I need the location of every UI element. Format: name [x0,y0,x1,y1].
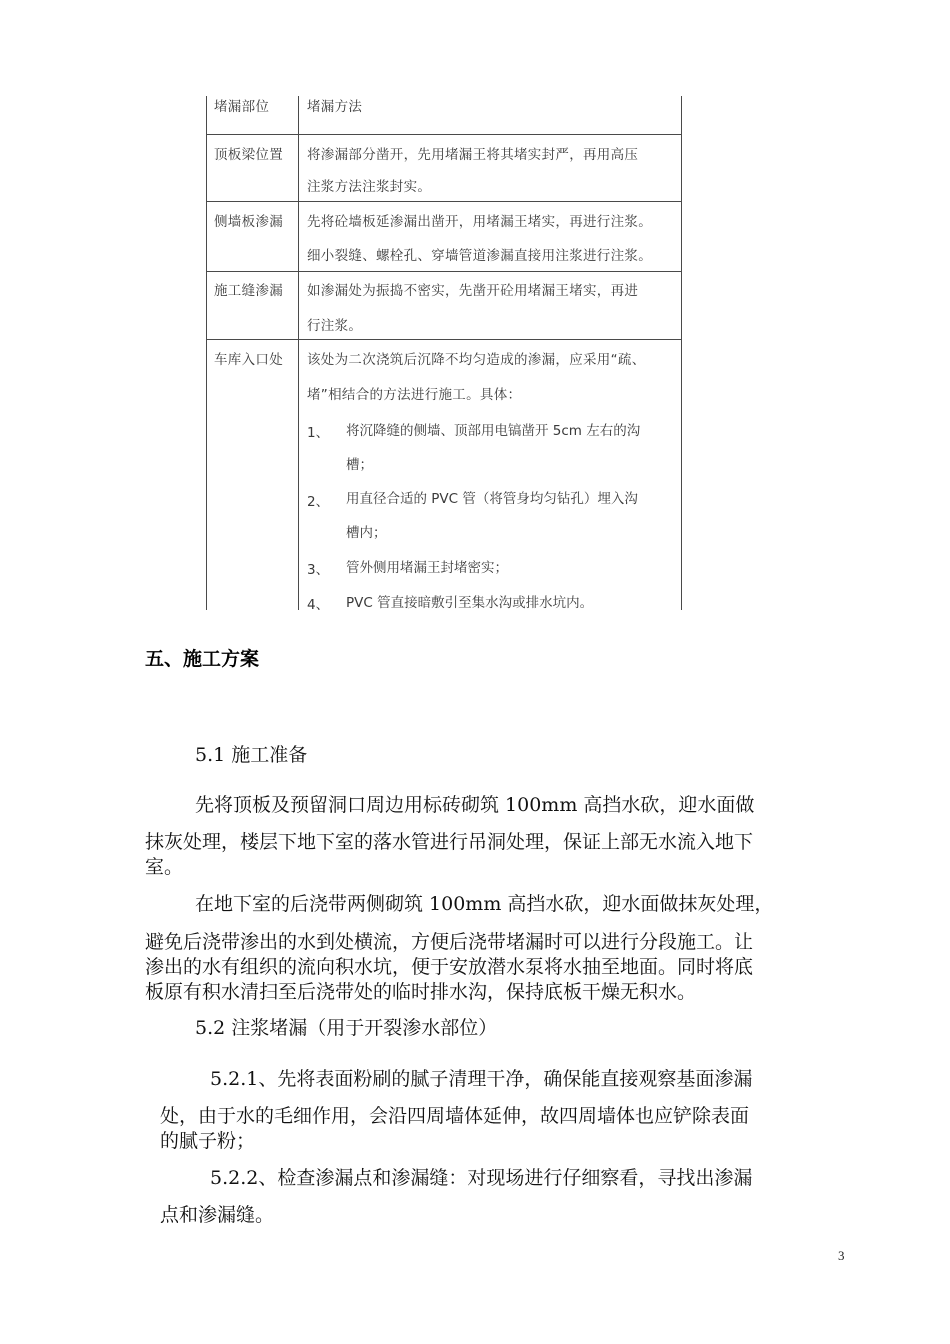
paragraph-line: 的腻子粉； [160,1130,256,1152]
table-cell-location: 顶板梁位置 [214,147,283,163]
table-border-left [206,96,207,610]
paragraph-line: 室。 [145,856,184,878]
table-cell-method-line: 行注浆。 [307,318,363,334]
paragraph-line: 抹灰处理，楼层下地下室的落水管进行吊洞处理，保证上部无水流入地下 [145,831,754,853]
table-row-divider [206,134,682,135]
table-row-divider [206,339,682,340]
paragraph-line: 点和渗漏缝。 [160,1204,275,1226]
paragraph-line: 在地下室的后浇带两侧砌筑 100mm 高挡水砍，迎水面做抹灰处理， [195,893,774,915]
table-cell-method-line: 细小裂缝、螺栓孔、穿墙管道渗漏直接用注浆进行注浆。 [307,248,652,264]
paragraph-line: 板原有积水清扫至后浇带处的临时排水沟，保持底板干燥无积水。 [145,981,697,1003]
table-list-text: 槽； [346,457,373,473]
table-column-divider [298,96,299,610]
table-cell-method-line: 该处为二次浇筑后沉降不均匀造成的渗漏，应采用“疏、 [307,352,646,368]
table-list-text: 将沉降缝的侧墙、顶部用电镐凿开 5cm 左右的沟 [346,423,641,439]
table-cell-method-line: 先将砼墙板延渗漏出凿开，用堵漏王堵实，再进行注浆。 [307,214,652,230]
subsection-title: 5.2 注浆堵漏（用于开裂渗水部位） [195,1017,498,1039]
paragraph-line: 5.2.2、检查渗漏点和渗漏缝：对现场进行仔细察看，寻找出渗漏 [210,1167,753,1189]
table-list-text: 用直径合适的 PVC 管（将管身均匀钻孔）埋入沟 [346,491,638,507]
table-row-divider [206,271,682,272]
table-list-text: 槽内； [346,525,387,541]
table-cell-method-line: 注浆方法注浆封实。 [307,179,432,195]
table-cell-method-line: 堵”相结合的方法进行施工。具体： [307,387,522,403]
table-list-number: 2、 [307,494,330,510]
table-cell-method-line: 如渗漏处为振捣不密实，先凿开砼用堵漏王堵实，再进 [307,283,639,299]
table-cell-location: 施工缝渗漏 [214,283,283,299]
table-cell-method-line: 将渗漏部分凿开，先用堵漏王将其堵实封严，再用高压 [307,147,639,163]
table-header-location: 堵漏部位 [214,99,270,115]
table-border-right [681,96,682,610]
paragraph-line: 先将顶板及预留洞口周边用标砖砌筑 100mm 高挡水砍，迎水面做 [195,794,755,816]
paragraph-line: 渗出的水有组织的流向积水坑，便于安放潜水泵将水抽至地面。同时将底 [145,956,754,978]
page-number: 3 [838,1248,845,1263]
table-list-number: 3、 [307,562,330,578]
section-heading: 五、施工方案 [145,648,260,670]
table-list-number: 4、 [307,597,330,610]
table-row-divider [206,201,682,202]
table-cell-location: 侧墙板渗漏 [214,214,283,230]
paragraph-line: 避免后浇带渗出的水到处横流，方便后浇带堵漏时可以进行分段施工。让 [145,931,754,953]
table-list-text: 管外侧用堵漏王封堵密实； [346,560,508,576]
paragraph-line: 5.2.1、先将表面粉刷的腻子清理干净，确保能直接观察基面渗漏 [210,1068,753,1090]
table-list-number: 1、 [307,425,330,441]
paragraph-line: 处，由于水的毛细作用，会沿四周墙体延伸，故四周墙体也应铲除表面 [160,1105,750,1127]
subsection-title: 5.1 施工准备 [195,744,308,766]
table-header-method: 堵漏方法 [307,99,363,115]
table-list-text: PVC 管直接暗敷引至集水沟或排水坑内。 [346,595,594,610]
table-cell-location: 车库入口处 [214,352,283,368]
leak-repair-table [206,96,683,610]
